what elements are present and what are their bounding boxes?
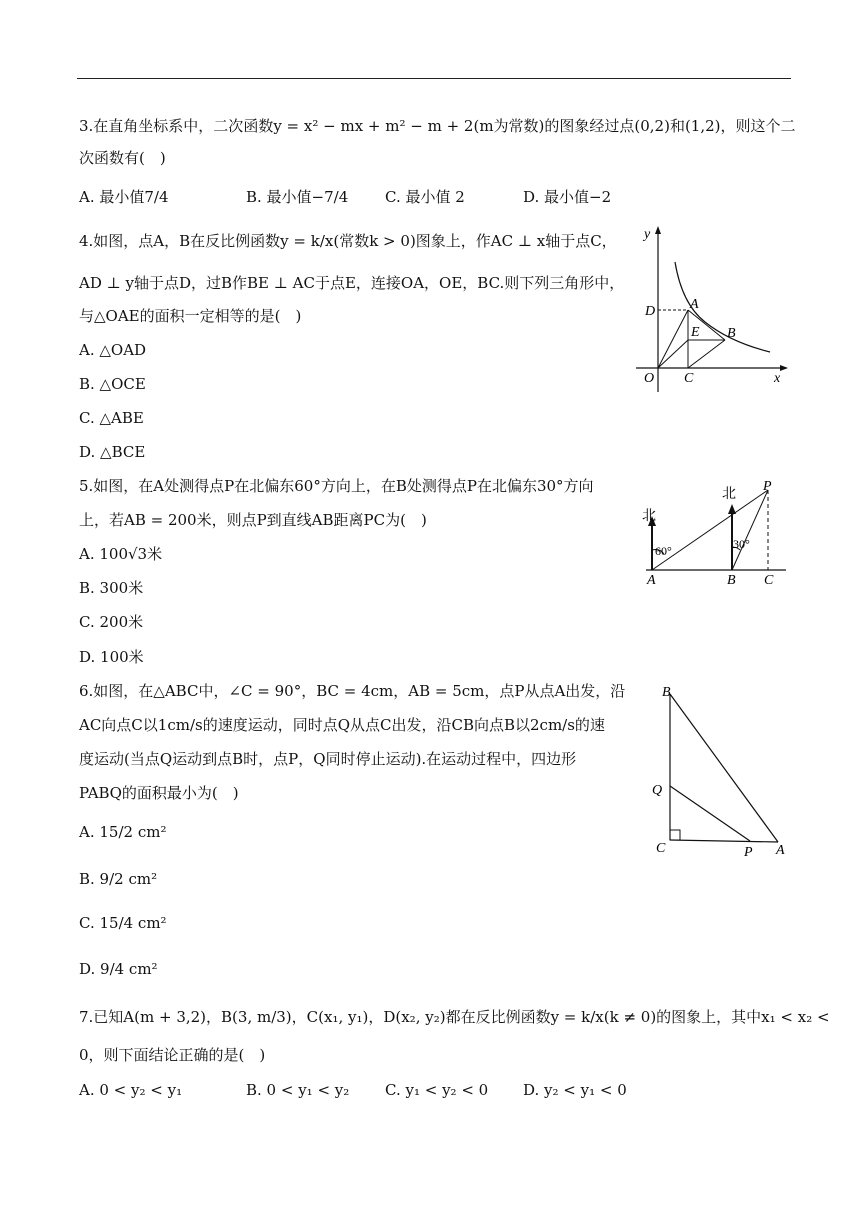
q3-option-a[interactable]: A. 最小值7/4: [79, 188, 169, 206]
q7-stem-line2: 0，则下面结论正确的是( ): [79, 1046, 266, 1064]
q4-label-d: D: [645, 304, 656, 319]
q5-option-c[interactable]: C. 200米: [79, 613, 144, 631]
q6-option-a[interactable]: A. 15/2 cm²: [79, 823, 167, 841]
q6-label-p: P: [744, 845, 753, 860]
q6-stem-line4: PABQ的面积最小为( ): [79, 784, 239, 802]
q6-figure: [648, 682, 798, 862]
q4-figure: [630, 222, 790, 402]
q5-label-a: A: [647, 573, 656, 588]
q5-label-p: P: [763, 479, 772, 494]
q4-stem-line3: 与△OAE的面积一定相等的是( ): [79, 307, 302, 325]
q6-label-b: B: [662, 685, 671, 700]
q6-label-q: Q: [652, 783, 663, 798]
q5-option-b[interactable]: B. 300米: [79, 579, 144, 597]
q4-label-y: y: [644, 227, 651, 242]
q5-north-b: 北: [722, 487, 736, 502]
q6-option-d[interactable]: D. 9/4 cm²: [79, 960, 158, 978]
q5-figure: [640, 478, 790, 590]
q4-label-b: B: [727, 326, 736, 341]
q6-option-b[interactable]: B. 9/2 cm²: [79, 870, 158, 888]
q7-stem-line1: 7.已知A(m + 3,2)，B(3, m/3)，C(x₁, y₁)，D(x₂, y₂)都在反比例函数y = k/x(k ≠ 0)的图象上，其中x₁ < x₂ <: [79, 1008, 830, 1026]
q3-stem-line2: 次函数有( ): [79, 149, 166, 167]
q5-north-a: 北: [642, 509, 656, 524]
q3-option-d[interactable]: D. 最小值−2: [523, 188, 612, 206]
q6-stem-line2: AC向点C以1cm/s的速度运动，同时点Q从点C出发，沿CB向点B以2cm/s的速: [79, 716, 605, 734]
q7-option-c[interactable]: C. y₁ < y₂ < 0: [385, 1081, 489, 1099]
q4-stem-line2: AD ⊥ y轴于点D，过B作BE ⊥ AC于点E，连接OA，OE，BC.则下列三角形中，: [79, 274, 625, 292]
q4-stem-line1: 4.如图，点A，B在反比例函数y = k/x(常数k > 0)图象上，作AC ⊥ x轴于点C，: [79, 232, 617, 250]
q4-label-a: A: [690, 297, 699, 312]
q5-label-c: C: [764, 573, 774, 588]
q7-option-a[interactable]: A. 0 < y₂ < y₁: [79, 1081, 183, 1099]
header-rule: [77, 78, 791, 79]
q6-label-c: C: [656, 841, 666, 856]
q5-stem-line2: 上，若AB = 200米，则点P到直线AB距离PC为( ): [79, 511, 427, 529]
q4-label-e: E: [691, 325, 700, 340]
q7-option-b[interactable]: B. 0 < y₁ < y₂: [246, 1081, 350, 1099]
q7-option-d[interactable]: D. y₂ < y₁ < 0: [523, 1081, 627, 1099]
q4-option-b[interactable]: B. △OCE: [79, 375, 146, 393]
q6-option-c[interactable]: C. 15/4 cm²: [79, 914, 167, 932]
q4-option-a[interactable]: A. △OAD: [79, 341, 147, 359]
q6-label-a: A: [776, 843, 785, 858]
q5-label-b: B: [727, 573, 736, 588]
q5-angle-30: 30°: [733, 537, 750, 551]
q5-option-d[interactable]: D. 100米: [79, 648, 144, 666]
q4-label-o: O: [644, 371, 655, 386]
q3-stem-line1: 3.在直角坐标系中，二次函数y = x² − mx + m² − m + 2(m为常数)的图象经过点(0,2)和(1,2)，则这个二: [79, 117, 796, 135]
q5-stem-line1: 5.如图，在A处测得点P在北偏东60°方向上，在B处测得点P在北偏东30°方向: [79, 477, 594, 495]
q4-option-c[interactable]: C. △ABE: [79, 409, 144, 427]
q3-option-b[interactable]: B. 最小值−7/4: [246, 188, 349, 206]
q4-label-c: C: [684, 371, 694, 386]
q3-option-c[interactable]: C. 最小值 2: [385, 188, 465, 206]
q6-stem-line3: 度运动(当点Q运动到点B时，点P，Q同时停止运动).在运动过程中，四边形: [79, 750, 577, 768]
q6-stem-line1: 6.如图，在△ABC中，∠C = 90°，BC = 4cm，AB = 5cm，点P从点A出发，沿: [79, 682, 626, 700]
q4-option-d[interactable]: D. △BCE: [79, 443, 146, 461]
q4-label-x: x: [774, 371, 781, 386]
q5-angle-60: 60°: [655, 544, 672, 558]
q5-option-a[interactable]: A. 100√3米: [79, 545, 163, 563]
